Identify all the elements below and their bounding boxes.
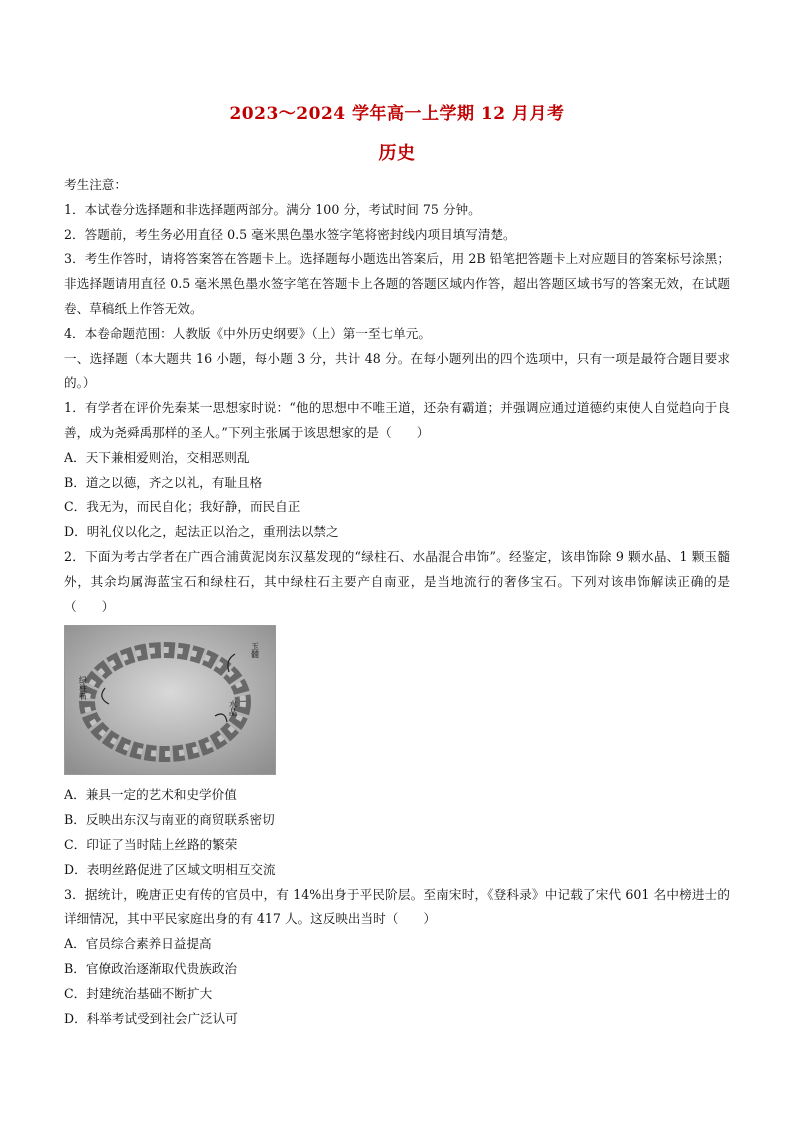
option: A．天下兼相爱则治，交相恶则乱 <box>64 449 250 465</box>
option: D．科举考试受到社会广泛认可 <box>64 1010 238 1026</box>
notice-item: 1．本试卷分选择题和非选择题两部分。满分 100 分，考试时间 75 分钟。 <box>64 201 481 217</box>
question-stem: 2．下面为考古学者在广西合浦黄泥岗东汉墓发现的“绿柱石、水晶混合串饰”。经鉴定，该串饰除 9 颗水晶、1 颗玉髓外，其余均属海蓝宝石和绿柱石，其中绿柱石主要产自南亚，是当地流行的奢侈宝石。下列对该串饰解读正确的是（ ） <box>64 548 730 614</box>
notice-item: 4．本卷命题范围：人教版《中外历史纲要》（上）第一至七单元。 <box>64 325 431 341</box>
exam-title: 2023～2024 学年高一上学期 12 月月考 <box>229 104 565 124</box>
figure-label-chalcedony: 玉髓 <box>250 642 260 659</box>
section-heading: 一、选择题（本大题共 16 小题，每小题 3 分，共计 48 分。在每小题列出的四个选项中，只有一项是最符合题目要求的。） <box>64 350 730 391</box>
bracelet-illustration <box>65 626 275 774</box>
option: C．封建统治基础不断扩大 <box>64 985 213 1001</box>
figure-label-beryl: 绿柱石 <box>78 676 88 701</box>
subject-title: 历史 <box>378 143 416 164</box>
option: B．官僚政治逐渐取代贵族政治 <box>64 960 237 976</box>
option: C．我无为，而民自化；我好静，而民自正 <box>64 499 301 515</box>
option: B．反映出东汉与南亚的商贸联系密切 <box>64 812 275 828</box>
option: D．明礼仪以化之，起法正以治之，重刑法以禁之 <box>64 524 339 540</box>
bracelet-photo <box>64 625 276 775</box>
question-stem: 1．有学者在评价先秦某一思想家时说：“他的思想中不唯王道，还杂有霸道；并强调应通过道德约束使人自觉趋向于良善，成为尧舜禹那样的圣人。”下列主张属于该思想家的是（ ） <box>64 400 730 440</box>
exam-body <box>64 173 730 1031</box>
option: A．兼具一定的艺术和史学价值 <box>64 787 237 803</box>
notice-item: 3．考生作答时，请将答案答在答题卡上。选择题每小题选出答案后，用 2B 铅笔把答题卡上对应题目的答案标号涂黑；非选择题请用直径 0.5 毫米黑色墨水签字笔在答题卡上各题的答题区域内作答，超出答题区域书写的答案无效，在试题卷、草稿纸上作答无效。 <box>64 251 730 316</box>
option: C．印证了当时陆上丝路的繁荣 <box>64 836 238 852</box>
option: B．道之以德，齐之以礼，有耻且格 <box>64 474 263 490</box>
option: A．官员综合素养日益提高 <box>64 936 212 952</box>
question-stem: 3．据统计，晚唐正史有传的官员中，有 14%出身于平民阶层。至南宋时，《登科录》中记载了宋代 601 名中榜进士的详细情况，其中平民家庭出身的有 417 人。这反映出当时（ ） <box>64 886 730 927</box>
option: D．表明丝路促进了区域文明相互交流 <box>64 861 276 877</box>
figure-label-crystal: 水晶 <box>228 700 238 717</box>
notice-heading: 考生注意： <box>64 177 127 192</box>
notice-item: 2．答题前，考生务必用直径 0.5 毫米黑色墨水签字笔将密封线内项目填写清楚。 <box>64 226 516 242</box>
